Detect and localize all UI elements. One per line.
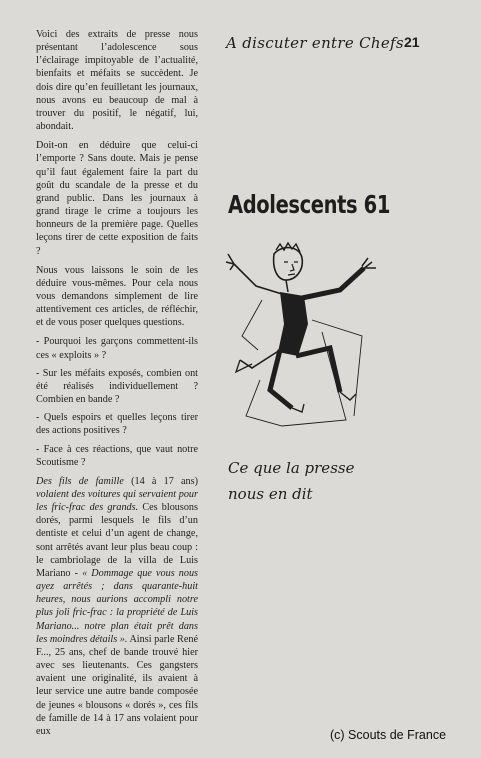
- question-2: - Sur les méfaits exposés, combien ont été réalisés individuellement ? Combien en bande ?: [36, 367, 198, 406]
- question-1: - Pourquoi les garçons commettent-ils ces « exploits » ?: [36, 336, 198, 361]
- question-4: - Face à ces réactions, que vaut notre Scoutisme ?: [36, 443, 198, 468]
- intro-paragraph-1: Voici des extraits de presse nous présentant l’adolescence sous l’éclairage impitoyable de l’actualité, bienfaits et méfaits se succèdent. Je dois dire qu’en feuilletant les journaux, nous avons eu beaucoup de mal à trouver du positif, le négatif, lui, abondait.: [36, 29, 198, 133]
- story-paragraph: [36, 475, 198, 738]
- article-title: Adolescents 61: [228, 190, 391, 219]
- story-age: (14 à 17 ans): [131, 475, 198, 487]
- running-figure-drawing: [222, 240, 382, 430]
- story-lead: Des fils de famille: [36, 475, 124, 487]
- story-text-1: Ces blousons dorés, parmi lesquels le fils d’un dentiste et celui d’un agent de change, sont arrêtés avant leur plus beau coup : le cambriolage de la villa de Luis Mariano -: [36, 502, 198, 579]
- story-quote: « Dommage que vous nous ayez arrêtés ; dans quarante-huit heures, nous aurions accompli notre plus joli fric-frac : la propriété de Luis Mariano... notre plan était prêt dans les moindres détails ».: [36, 567, 199, 645]
- question-3: - Quels espoirs et quelles leçons tirer des actions positives ?: [36, 412, 198, 437]
- story-text-2: Ainsi parle René F..., 25 ans, chef de bande trouvé hier avec ses lieutenants. Ces gangsters avaient une originalité, ils avaient à leur service une autre bande composée de jeunes « blousons « dorés », ces fils de famille de 14 à 17 ans volaient pour eux: [36, 633, 198, 737]
- story-lead-2: volaient des voitures qui servaient pour les fric-frac des grands.: [36, 489, 198, 514]
- article-subtitle: [228, 455, 398, 507]
- subtitle-line-2: nous en dit: [228, 485, 313, 503]
- subtitle-line-1: Ce que la presse: [228, 459, 355, 477]
- running-title: A discuter entre Chefs: [226, 34, 404, 52]
- copyright-credit: (c) Scouts de France: [330, 728, 447, 742]
- page-number: 21: [404, 34, 420, 50]
- intro-paragraph-3: Nous vous laissons le soin de les déduire vous-mêmes. Pour cela nous vous demandons simplement de lire attentivement ces articles, de réfléchir, et de vous poser quelques questions.: [36, 264, 198, 329]
- left-column: [36, 28, 198, 744]
- intro-paragraph-2: Doit-on en déduire que celui-ci l’emporte ? Sans doute. Mais je pense qu’il faut également faire la part du goût du scandale de la presse et du grand public. Dans les journaux à grand tirage le crime a toujours les honneurs de la première page. Quelles leçons tirer de cette exposition de faits ?: [36, 140, 198, 257]
